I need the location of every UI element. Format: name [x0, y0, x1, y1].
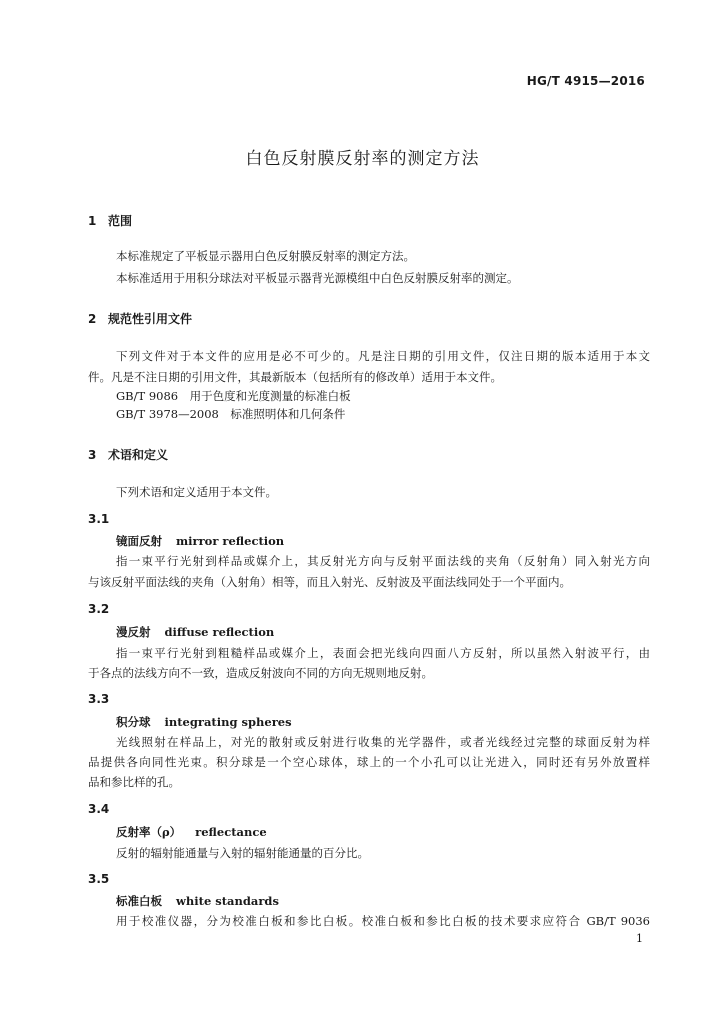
term-title-white-standards: 标准白板 white standards: [116, 894, 279, 908]
paragraph-line: 品提供各向同性光束。积分球是一个空心球体，球上的一个小孔可以让光进入，同时还有另外放置样: [88, 755, 650, 769]
paragraph-line: 本标准适用于用积分球法对平板显示器背光源模组中白色反射膜反射率的测定。: [116, 271, 519, 285]
standard-number: HG/T 4915—2016: [526, 74, 645, 88]
paragraph-line: 光线照射在样品上，对光的散射或反射进行收集的光学器件，或者光线经过完整的球面反射为样: [116, 735, 650, 749]
paragraph-line: 品和参比样的孔。: [88, 775, 180, 789]
document-title: 白色反射膜反射率的测定方法: [245, 149, 480, 169]
term-title-mirror-reflection: 镜面反射 mirror reflection: [116, 534, 285, 548]
paragraph-line: 与该反射平面法线的夹角（入射角）相等，而且入射光、反射波及平面法线同处于一个平面内。: [88, 575, 571, 589]
paragraph-line: 本标准规定了平板显示器用白色反射膜反射率的测定方法。: [116, 249, 415, 263]
term-number: 3.2: [88, 602, 110, 616]
paragraph-line: 下列术语和定义适用于本文件。: [116, 485, 277, 499]
term-title-reflectance: 反射率（ρ） reflectance: [116, 825, 267, 839]
section-heading-terms: 3 术语和定义: [88, 448, 169, 462]
page-number: 1: [636, 932, 643, 945]
paragraph-line: 下列文件对于本文件的应用是必不可少的。凡是注日期的引用文件，仅注日期的版本适用于本文: [116, 349, 650, 363]
paragraph-line: 指一束平行光射到粗糙样品或媒介上，表面会把光线向四面八方反射，所以虽然入射波平行，由: [116, 646, 650, 660]
term-number: 3.1: [88, 512, 110, 526]
reference-item: GB/T 3978—2008 标准照明体和几何条件: [116, 407, 346, 421]
reference-item: GB/T 9086 用于色度和光度测量的标准白板: [116, 389, 351, 403]
paragraph-line: 指一束平行光射到样品或媒介上，其反射光方向与反射平面法线的夹角（反射角）同入射光方向: [116, 554, 650, 568]
paragraph-line: 反射的辐射能通量与入射的辐射能通量的百分比。: [116, 846, 369, 860]
term-number: 3.4: [88, 802, 110, 816]
paragraph-line: 于各点的法线方向不一致，造成反射波向不同的方向无规则地反射。: [88, 666, 433, 680]
term-title-diffuse-reflection: 漫反射 diffuse reflection: [116, 625, 275, 639]
term-title-integrating-spheres: 积分球 integrating spheres: [116, 715, 292, 729]
section-heading-scope: 1 范围: [88, 214, 133, 228]
paragraph-line: 件。凡是不注日期的引用文件，其最新版本（包括所有的修改单）适用于本文件。: [88, 370, 502, 384]
term-number: 3.3: [88, 692, 110, 706]
paragraph-line: 用于校准仪器，分为校准白板和参比白板。校准白板和参比白板的技术要求应符合 GB/T 9036: [116, 914, 650, 928]
term-number: 3.5: [88, 872, 110, 886]
section-heading-normative-references: 2 规范性引用文件: [88, 312, 193, 326]
